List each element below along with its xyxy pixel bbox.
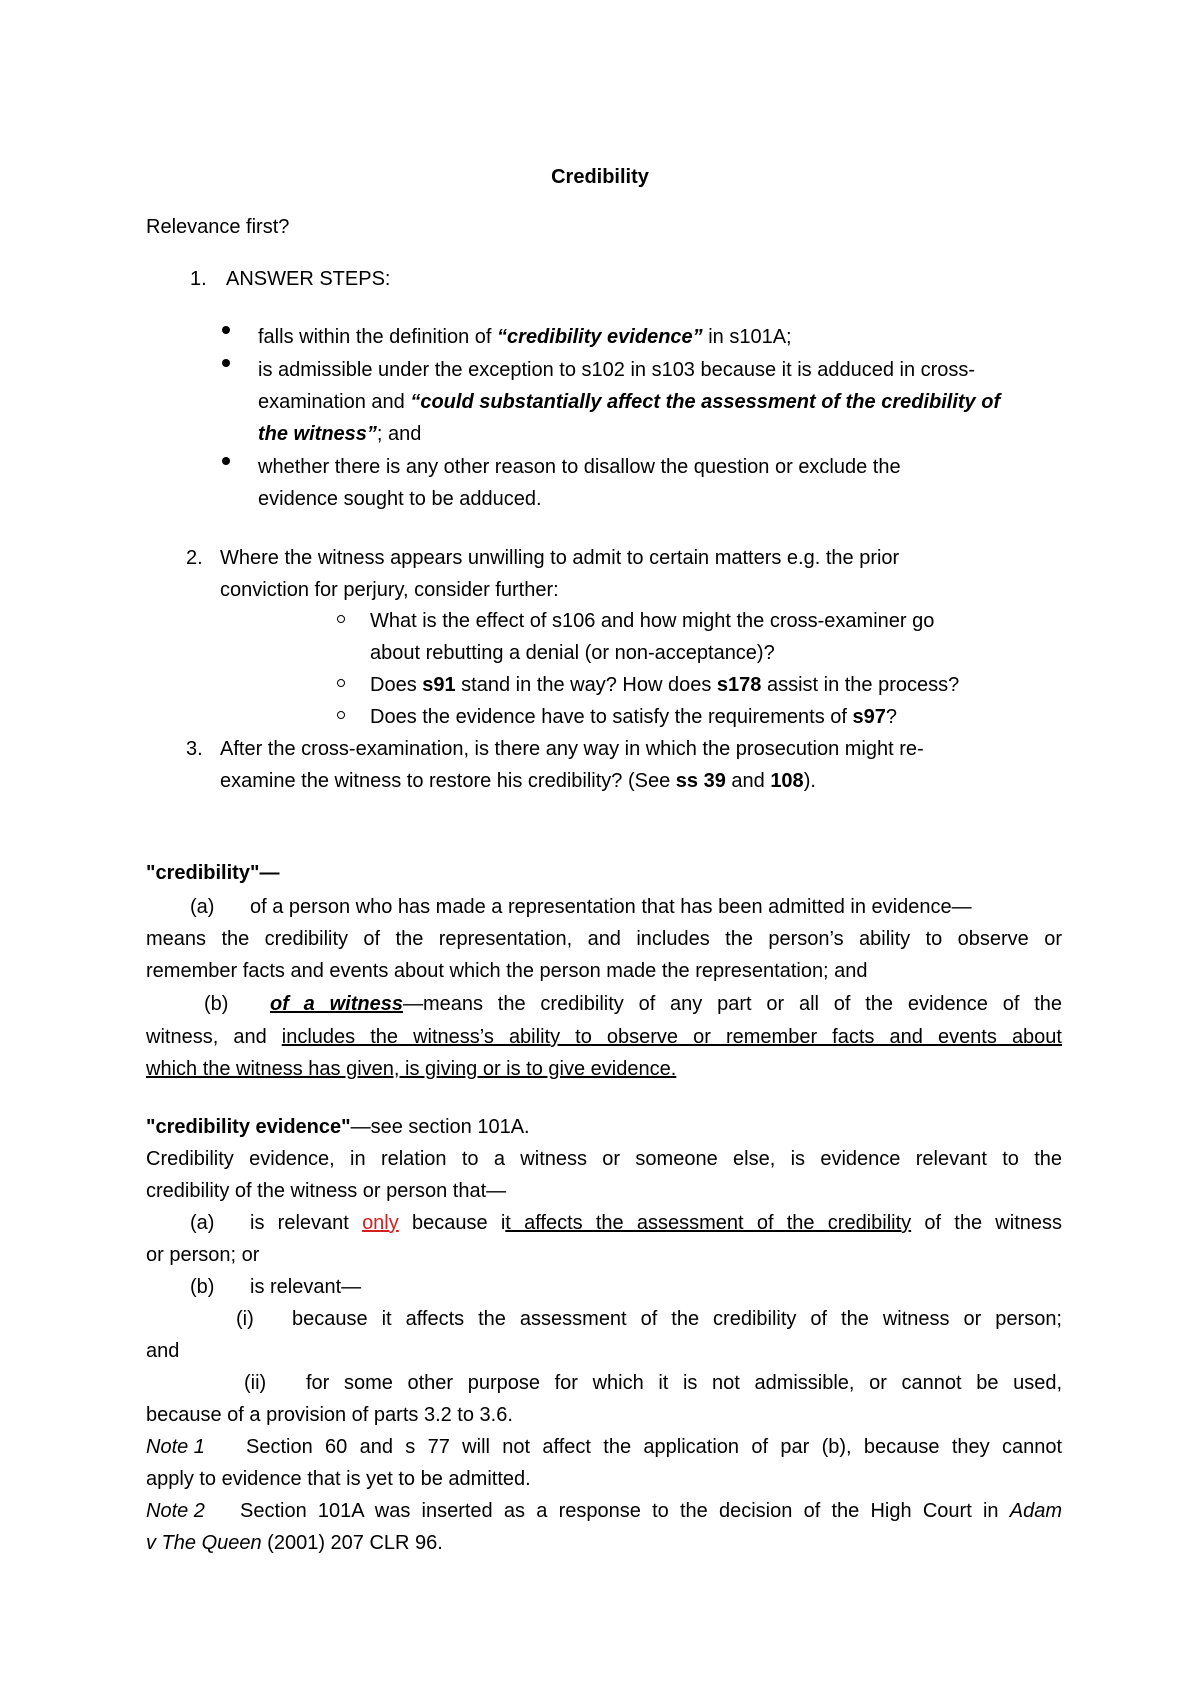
note-1-line-2: apply to evidence that is yet to be admitted. [146,1468,531,1490]
definition-credibility-evidence-heading: "credibility evidence"—see section 101A. [146,1116,530,1138]
def-evidence-b-text: is relevant— [250,1276,362,1298]
intro-line: Relevance first? [146,216,290,238]
def-credibility-a-line-1: of a person who has made a representation that has been admitted in evidence— [250,896,972,918]
sub-2-line: Does s91 stand in the way? How does s178 assist in the process? [370,674,960,696]
def-evidence-a-line-1: is relevant only because it affects the assessment of the credibility of the witness [250,1212,1063,1234]
def-evidence-i-label: (i) [236,1308,254,1330]
def-credibility-a-label: (a) [190,896,215,918]
definition-credibility-heading: "credibility"— [146,862,280,884]
step-1-label: ANSWER STEPS: [226,268,391,290]
bullet-3-line-2: evidence sought to be adduced. [258,488,542,510]
circle-bullet-icon [337,711,345,719]
step-2-line-2: conviction for perjury, consider further: [220,579,559,601]
def-evidence-a-line-2: or person; or [146,1244,260,1266]
bullet-icon [222,457,230,465]
def-credibility-b-line-3: which the witness has given, is giving or is to give evidence. [146,1058,677,1080]
sub-3-line: Does the evidence have to satisfy the requirements of s97? [370,706,897,728]
note-1-line-1: Section 60 and s 77 will not affect the application of par (b), because they cannot [246,1436,1062,1458]
bullet-2-line-3: the witness”; and [258,423,422,445]
note-2-line-1: Section 101A was inserted as a response to the decision of the High Court in Adam [240,1500,1062,1522]
def-evidence-i-text: because it affects the assessment of the credibility of the witness or person; [292,1308,1062,1330]
step-2-number: 2. [186,547,203,569]
step-3-number: 3. [186,738,203,760]
def-credibility-b-label: (b) [204,993,229,1015]
sub-1-line-1: What is the effect of s106 and how might the cross-examiner go [370,610,935,632]
circle-bullet-icon [337,615,345,623]
document-title: Credibility [551,166,649,188]
def-credibility-b-line-1: of a witness—means the credibility of any part or all of the evidence of the [270,993,1062,1015]
note-1-label: Note 1 [146,1436,205,1458]
def-evidence-para-line-2: credibility of the witness or person that— [146,1180,507,1202]
def-evidence-a-label: (a) [190,1212,215,1234]
circle-bullet-icon [337,679,345,687]
bullet-icon [222,359,230,367]
def-credibility-b-line-2: witness, and includes the witness’s ability to observe or remember facts and events about [146,1026,1062,1048]
def-evidence-b-label: (b) [190,1276,215,1298]
step-3-line-1: After the cross-examination, is there any way in which the prosecution might re- [220,738,924,760]
def-evidence-and: and [146,1340,180,1362]
def-evidence-ii-label: (ii) [244,1372,267,1394]
def-evidence-ii-text: for some other purpose for which it is not admissible, or cannot be used, [306,1372,1062,1394]
sub-1-line-2: about rebutting a denial (or non-acceptance)? [370,642,775,664]
step-3-line-2: examine the witness to restore his credibility? (See ss 39 and 108). [220,770,816,792]
step-2-line-1: Where the witness appears unwilling to admit to certain matters e.g. the prior [220,547,900,569]
step-1-number: 1. [190,268,207,290]
bullet-icon [222,326,230,334]
def-evidence-para-line-1: Credibility evidence, in relation to a witness or someone else, is evidence relevant to the [146,1148,1062,1170]
def-credibility-a-line-3: remember facts and events about which the person made the representation; and [146,960,868,982]
def-credibility-a-line-2: means the credibility of the representation, and includes the person’s ability to observe or [146,928,1062,950]
note-2-label: Note 2 [146,1500,205,1522]
bullet-1-text: falls within the definition of “credibility evidence” in s101A; [258,326,792,348]
bullet-2-line-2: examination and “could substantially affect the assessment of the credibility of [258,391,1001,413]
bullet-2-line-1: is admissible under the exception to s102 in s103 because it is adduced in cross- [258,359,976,381]
note-2-line-2: v The Queen (2001) 207 CLR 96. [146,1532,443,1554]
bullet-3-line-1: whether there is any other reason to disallow the question or exclude the [258,456,901,478]
def-evidence-ii-line-2: because of a provision of parts 3.2 to 3.6. [146,1404,513,1426]
